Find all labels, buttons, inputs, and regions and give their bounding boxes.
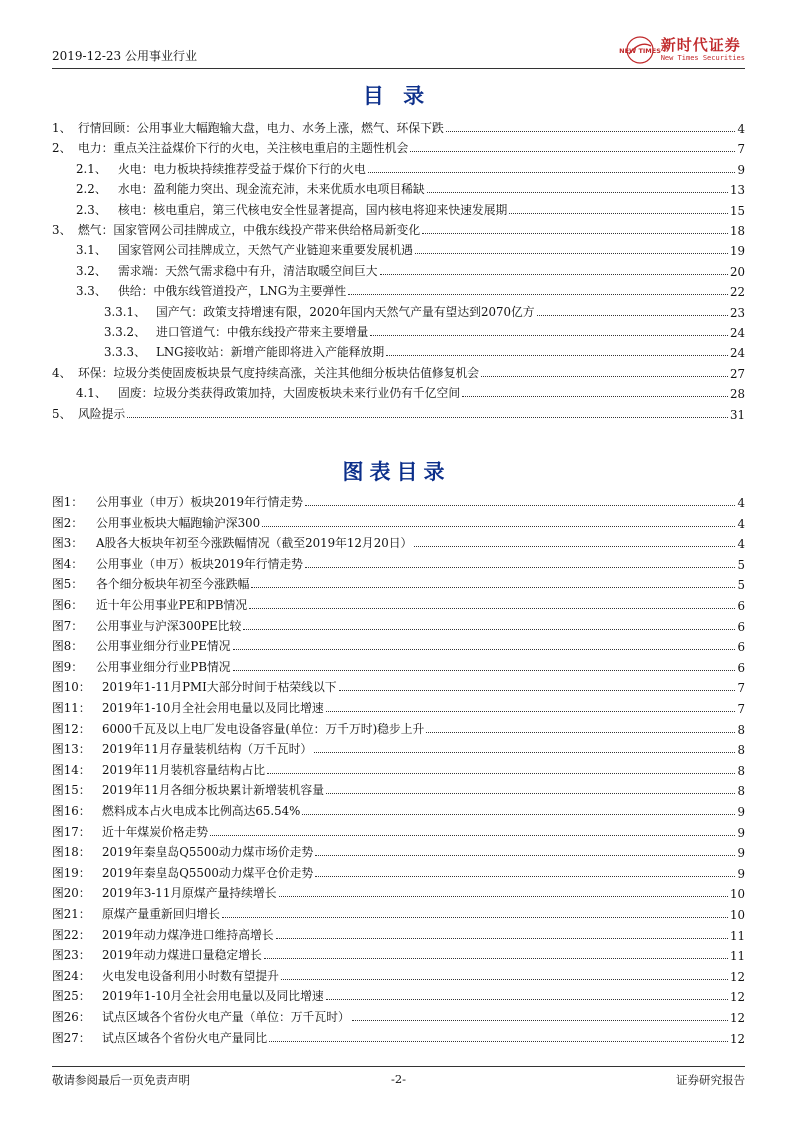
toc-entry-page: 20 — [729, 264, 745, 279]
toc-entry-number: 3.3.2、 — [104, 325, 146, 339]
figure-leader-dots — [414, 546, 735, 547]
page-header — [52, 34, 745, 68]
figure-entry[interactable] — [52, 1026, 745, 1046]
figure-entry-text: 2019年动力煤净进口维持高增长 — [102, 927, 274, 942]
figure-leader-dots — [264, 958, 728, 959]
figure-entry-page: 12 — [729, 969, 745, 984]
figure-entry[interactable] — [52, 552, 745, 572]
figure-entry-number: 图19： — [52, 865, 91, 880]
toc-entry-text: 需求端：天然气需求稳中有升，清洁取暖空间巨大 — [118, 263, 378, 278]
figure-entry-page: 4 — [737, 537, 745, 552]
figure-entry-page: 6 — [737, 660, 745, 675]
figure-entry-number: 图17： — [52, 824, 91, 839]
header-date-industry: 2019-12-23 公用事业行业 — [52, 49, 198, 63]
footer-divider — [52, 1066, 745, 1067]
figure-entry[interactable] — [52, 717, 745, 737]
figure-entry-text: 近十年公用事业PE和PB情况 — [96, 598, 248, 612]
figure-entry-text: 燃料成本占火电成本比例高达65.54% — [102, 804, 301, 818]
figure-leader-dots — [276, 938, 728, 939]
figure-leader-dots — [352, 1020, 728, 1021]
toc-entry-page: 22 — [729, 285, 745, 300]
figure-entry-text: 公用事业板块大幅跑输沪深300 — [96, 515, 261, 530]
figure-entry-page: 8 — [737, 763, 745, 778]
toc-entry-number: 3.2、 — [76, 263, 107, 278]
toc-leader-dots — [462, 396, 728, 397]
figure-entry-number: 图20： — [52, 886, 91, 901]
figure-entry-number: 图1： — [52, 495, 84, 509]
figure-leader-dots — [314, 752, 735, 753]
toc-entry[interactable] — [52, 402, 745, 422]
figure-entry-number: 图27： — [52, 1030, 91, 1045]
toc-entry-number: 2.1、 — [76, 161, 107, 176]
figure-leader-dots — [233, 649, 736, 650]
toc-entry-text: LNG接收站：新增产能即将进入产能释放期 — [156, 345, 385, 360]
figure-entry-text: 2019年秦皇岛Q5500动力煤平仓价走势 — [102, 865, 314, 880]
toc-entry-number: 3、 — [52, 223, 72, 237]
logo-chinese-name: 新时代证券 — [660, 36, 741, 54]
figure-entry-page: 12 — [729, 1031, 745, 1046]
figure-entry[interactable] — [52, 902, 745, 922]
figure-entry-text: 2019年3-11月原煤产量持续增长 — [102, 886, 277, 901]
figure-entry-page: 6 — [737, 619, 745, 634]
figure-entry-page: 12 — [729, 990, 745, 1005]
figure-entry-number: 图14： — [52, 762, 91, 777]
figure-entry[interactable] — [52, 964, 745, 984]
toc-leader-dots — [348, 294, 728, 295]
figure-leader-dots — [249, 608, 735, 609]
toc-entry[interactable] — [52, 177, 745, 197]
figure-entry-text: 2019年1-10月全社会用电量以及同比增速 — [102, 701, 324, 715]
figure-entry-number: 图10： — [52, 680, 91, 695]
figure-leader-dots — [279, 896, 728, 897]
toc-leader-dots — [127, 417, 728, 418]
toc-leader-dots — [446, 131, 736, 132]
figure-entry-text: 公用事业与沪深300PE比较 — [96, 618, 242, 633]
toc-entry[interactable] — [52, 116, 745, 136]
toc-entry-page: 24 — [729, 326, 745, 340]
figure-entry[interactable] — [52, 572, 745, 592]
figure-entry-page: 5 — [737, 578, 745, 593]
figure-entry-page: 6 — [737, 599, 745, 613]
figure-entry-text: 原煤产量重新回归增长 — [102, 907, 220, 921]
toc-entry-page: 27 — [729, 366, 745, 381]
toc-entry[interactable] — [52, 198, 745, 218]
figure-entry[interactable] — [52, 614, 745, 634]
toc-leader-dots — [380, 274, 728, 275]
figure-entry-page: 9 — [737, 866, 745, 881]
figure-entry-page: 11 — [729, 949, 745, 964]
toc-entry-text: 核电：核电重启，第三代核电安全性显著提高，国内核电将迎来快速发展期 — [118, 202, 508, 217]
toc-entry-page: 7 — [737, 142, 745, 157]
toc-entry-text: 固废：垃圾分类获得政策加持，大固废板块未来行业仍有千亿空间 — [118, 386, 461, 401]
figure-entry-page: 9 — [737, 805, 745, 819]
figure-entry-text: 2019年11月装机容量结构占比 — [102, 762, 266, 777]
toc-entry[interactable] — [52, 157, 745, 177]
toc-entry-page: 4 — [737, 122, 745, 136]
figure-leader-dots — [267, 773, 735, 774]
figure-entry-text: 各个细分板块年初至今涨跌幅 — [96, 577, 250, 592]
toc-entry-number: 4.1、 — [76, 386, 107, 401]
figure-entry-number: 图5： — [52, 577, 84, 592]
toc-entry[interactable] — [52, 340, 745, 360]
figure-entry[interactable] — [52, 881, 745, 901]
toc-entry-number: 3.3、 — [76, 284, 107, 299]
toc-entry-page: 13 — [729, 183, 745, 198]
figure-entry-number: 图26： — [52, 1010, 91, 1024]
toc-entry-number: 3.3.1、 — [104, 304, 146, 319]
figure-entry[interactable] — [52, 820, 745, 840]
figure-entry[interactable] — [52, 634, 745, 654]
figure-entry-text: 2019年动力煤进口量稳定增长 — [102, 948, 262, 963]
toc-entry-page: 24 — [729, 346, 745, 361]
toc-entry[interactable] — [52, 218, 745, 238]
figure-entry[interactable] — [52, 531, 745, 551]
toc-entry-text: 国家管网公司挂牌成立，天然气产业链迎来重要发展机遇 — [118, 243, 413, 258]
toc-entry-page: 19 — [729, 244, 745, 259]
figure-entry[interactable] — [52, 799, 745, 819]
toc-leader-dots — [537, 315, 728, 316]
logo-mark-icon — [618, 35, 661, 65]
figure-leader-dots — [222, 917, 728, 918]
figure-leader-dots — [315, 855, 735, 856]
figure-leader-dots — [326, 999, 728, 1000]
logo-english-name: New Times Securities — [660, 54, 745, 62]
figure-entry-number: 图9： — [52, 659, 84, 674]
toc-entry-text: 供给：中俄东线管道投产，LNG为主要弹性 — [118, 284, 347, 299]
figure-entry[interactable] — [52, 758, 745, 778]
figure-entry-number: 图15： — [52, 783, 91, 798]
toc-entry-text: 水电：盈利能力突出、现金流充沛，未来优质水电项目稀缺 — [118, 182, 425, 197]
figure-entry-number: 图18： — [52, 845, 91, 860]
figure-entry-number: 图2： — [52, 515, 84, 530]
toc-leader-dots — [370, 335, 728, 336]
svg-text:NEW TIMES: NEW TIMES — [618, 47, 661, 55]
toc-leader-dots — [368, 172, 736, 173]
toc-entry[interactable] — [52, 136, 745, 156]
figure-entry[interactable] — [52, 696, 745, 716]
company-logo — [618, 34, 745, 66]
toc-entry[interactable] — [52, 259, 745, 279]
figure-leader-dots — [210, 835, 735, 836]
figure-leader-dots — [326, 711, 736, 712]
toc-entry-page: 28 — [729, 387, 745, 402]
figure-entry-number: 图23： — [52, 948, 91, 963]
figure-leader-dots — [315, 876, 735, 877]
figure-entry[interactable] — [52, 943, 745, 963]
figure-leader-dots — [262, 526, 735, 527]
figure-entry[interactable] — [52, 923, 745, 943]
figure-entry-page: 9 — [737, 825, 745, 840]
toc-leader-dots — [422, 233, 728, 234]
toc-entry-number: 1、 — [52, 121, 72, 135]
figure-entry[interactable] — [52, 655, 745, 675]
figure-entry-text: 公用事业（申万）板块2019年行情走势 — [96, 495, 303, 509]
toc-entry-text: 环保：垃圾分类使固废板块景气度持续高涨，关注其他细分板块估值修复机会 — [78, 365, 480, 380]
figure-entry-page: 9 — [737, 846, 745, 861]
figure-entry[interactable] — [52, 861, 745, 881]
figure-entry-number: 图11： — [52, 701, 91, 715]
toc-entry[interactable] — [52, 300, 745, 320]
toc-entry[interactable] — [52, 320, 745, 340]
toc-leader-dots — [427, 192, 728, 193]
figure-entry[interactable] — [52, 984, 745, 1004]
toc-entry-number: 4、 — [52, 365, 72, 380]
figures-title: 图表目录 — [342, 459, 451, 484]
figure-entry[interactable] — [52, 593, 745, 613]
figure-entry-number: 图21： — [52, 907, 91, 921]
toc-entry-page: 18 — [729, 224, 745, 238]
figure-leader-dots — [269, 1041, 728, 1042]
figure-leader-dots — [426, 732, 735, 733]
figure-entry-text: 试点区域各个省份火电产量（单位：万千瓦时） — [102, 1010, 350, 1024]
toc-entry-number: 2.2、 — [76, 182, 107, 197]
figure-entry-number: 图6： — [52, 598, 84, 612]
figure-entry-number: 图4： — [52, 556, 84, 571]
figure-entry-page: 7 — [737, 702, 745, 716]
figure-entry[interactable] — [52, 675, 745, 695]
figure-entry-text: 火电发电设备利用小时数有望提升 — [102, 968, 279, 983]
figure-entry[interactable] — [52, 737, 745, 757]
toc-entry-text: 燃气：国家管网公司挂牌成立，中俄东线投产带来供给格局新变化 — [78, 223, 421, 237]
toc-leader-dots — [415, 253, 728, 254]
figure-leader-dots — [302, 814, 735, 815]
figure-entry-number: 图13： — [52, 742, 91, 757]
toc-entry[interactable] — [52, 361, 745, 381]
figure-entry-number: 图3： — [52, 536, 84, 551]
figure-entry-number: 图8： — [52, 639, 84, 654]
disclaimer-note: 敬请参阅最后一页免责声明 — [52, 1073, 190, 1087]
figure-leader-dots — [243, 629, 735, 630]
toc-entry-number: 2、 — [52, 141, 72, 156]
toc-leader-dots — [410, 151, 735, 152]
toc-entry-number: 2.3、 — [76, 202, 107, 217]
figure-leader-dots — [326, 793, 735, 794]
figure-leader-dots — [339, 690, 736, 691]
figure-entry-page: 4 — [737, 496, 745, 510]
header-divider — [52, 68, 745, 69]
figure-entry-text: 公用事业细分行业PB情况 — [96, 659, 231, 674]
figure-entry-text: 2019年1-11月PMI大部分时间于枯荣线以下 — [102, 680, 337, 695]
toc-entry-text: 进口管道气：中俄东线投产带来主要增量 — [156, 325, 369, 339]
toc-leader-dots — [509, 213, 728, 214]
figure-entry-text: 2019年11月存量装机结构（万千瓦时） — [102, 742, 313, 757]
figure-entry-page: 7 — [737, 681, 745, 696]
figure-entry-text: 2019年秦皇岛Q5500动力煤市场价走势 — [102, 845, 314, 860]
toc-entry-text: 行情回顾：公用事业大幅跑输大盘，电力、水务上涨，燃气、环保下跌 — [78, 121, 444, 135]
figure-entry-page: 10 — [729, 887, 745, 902]
figure-leader-dots — [233, 670, 736, 671]
figure-entry-page: 6 — [737, 640, 745, 655]
toc-entry-text: 国产气：政策支持增速有限，2020年国内天然气产量有望达到2070亿方 — [156, 304, 535, 319]
figure-entry-text: A股各大板块年初至今涨跌幅情况（截至2019年12月20日） — [96, 536, 413, 551]
toc-title: 目 录 — [362, 83, 431, 108]
figure-entry-text: 6000千瓦及以上电厂发电设备容量(单位：万千万时)稳步上升 — [102, 721, 425, 736]
figure-entry[interactable] — [52, 511, 745, 531]
figure-entry-page: 12 — [729, 1011, 745, 1025]
figure-leader-dots — [305, 567, 736, 568]
figure-entry-number: 图16： — [52, 804, 91, 818]
figure-entry-text: 公用事业细分行业PE情况 — [96, 639, 231, 654]
toc-entry[interactable] — [52, 279, 745, 299]
figure-entry-page: 8 — [737, 743, 745, 758]
toc-entry-number: 3.3.3、 — [104, 345, 146, 360]
figure-entry-number: 图24： — [52, 968, 91, 983]
toc-entry[interactable] — [52, 238, 745, 258]
figure-leader-dots — [305, 505, 736, 506]
toc-entry-page: 9 — [737, 162, 745, 177]
toc-entry-number: 3.1、 — [76, 243, 107, 258]
toc-entry-text: 电力：重点关注益煤价下行的火电，关注核电重启的主题性机会 — [78, 141, 409, 156]
figure-leader-dots — [281, 979, 728, 980]
figure-entry-text: 试点区域各个省份火电产量同比 — [102, 1030, 268, 1045]
figure-entry-text: 公用事业（申万）板块2019年行情走势 — [96, 556, 303, 571]
toc-entry-page: 31 — [729, 407, 745, 422]
page-number: -2- — [390, 1072, 407, 1086]
figure-entry-page: 8 — [737, 784, 745, 799]
toc-leader-dots — [481, 376, 728, 377]
figure-entry-text: 2019年1-10月全社会用电量以及同比增速 — [102, 989, 324, 1004]
toc-entry-number: 5、 — [52, 406, 72, 421]
figure-entry-page: 8 — [737, 722, 745, 737]
figure-entry-number: 图22： — [52, 927, 91, 942]
figure-leader-dots — [251, 587, 735, 588]
report-type: 证券研究报告 — [676, 1073, 745, 1087]
figure-entry[interactable] — [52, 840, 745, 860]
figure-entry-number: 图7： — [52, 618, 84, 633]
figure-entry[interactable] — [52, 778, 745, 798]
figure-entry-page: 11 — [729, 928, 745, 943]
figure-entry-text: 近十年煤炭价格走势 — [102, 824, 209, 839]
toc-entry-text: 风险提示 — [78, 406, 126, 421]
figure-entry-page: 10 — [729, 908, 745, 922]
toc-entry-text: 火电：电力板块持续推荐受益于煤价下行的火电 — [118, 161, 366, 176]
figure-entry-page: 4 — [737, 516, 745, 531]
figure-entry-page: 5 — [737, 557, 745, 572]
toc-entry-page: 15 — [729, 203, 745, 218]
toc-entry-page: 23 — [729, 305, 745, 320]
figure-entry[interactable] — [52, 490, 745, 510]
toc-leader-dots — [386, 355, 728, 356]
figure-entry-number: 图12： — [52, 721, 91, 736]
figure-entry-number: 图25： — [52, 989, 91, 1004]
toc-entry[interactable] — [52, 381, 745, 401]
figure-entry[interactable] — [52, 1005, 745, 1025]
figure-entry-text: 2019年11月各细分板块累计新增装机容量 — [102, 783, 324, 798]
